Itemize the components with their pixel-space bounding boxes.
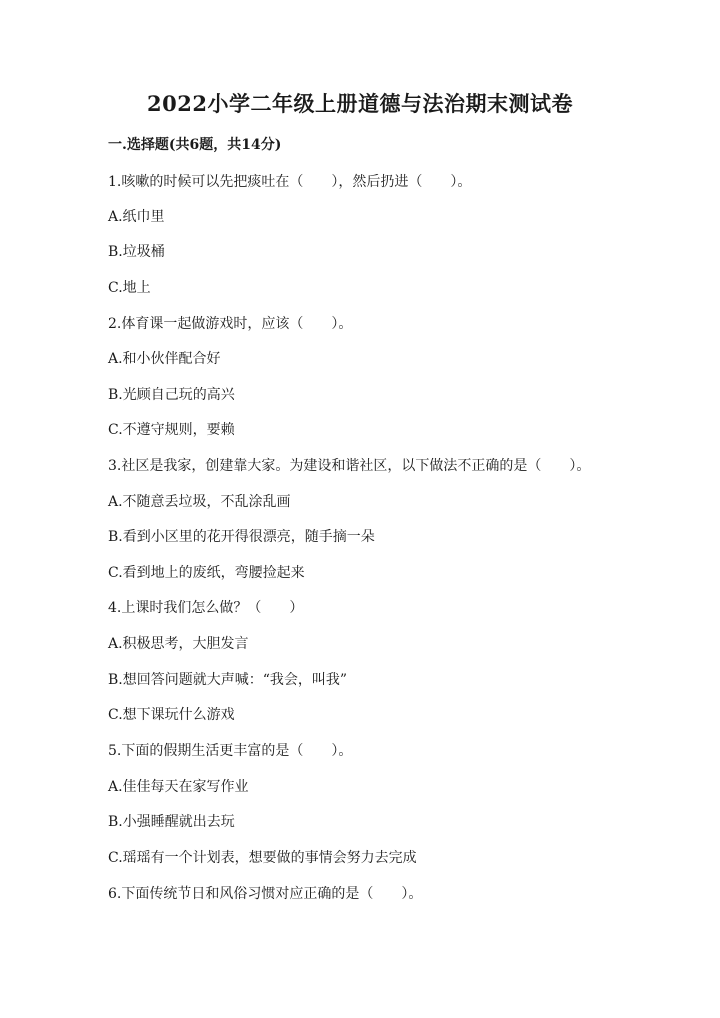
- option-5b: B.小强睡醒就出去玩: [108, 814, 235, 830]
- section-heading: 一.选择题(共6题，共14分): [108, 137, 282, 153]
- option-2b: B.光顾自己玩的高兴: [108, 387, 235, 403]
- option-1b: B.垃圾桶: [108, 244, 165, 260]
- option-3b: B.看到小区里的花开得很漂亮，随手摘一朵: [108, 529, 375, 545]
- option-2a: A.和小伙伴配合好: [108, 351, 221, 367]
- question-2: 2.体育课一起做游戏时，应该（ ）。: [108, 316, 353, 332]
- question-4: 4.上课时我们怎么做？（ ）: [108, 600, 304, 616]
- question-3: 3.社区是我家，创建靠大家。为建设和谐社区，以下做法不正确的是（ ）。: [108, 458, 591, 474]
- document-title: 2022小学二年级上册道德与法治期末测试卷: [147, 91, 573, 116]
- option-5c: C.瑶瑶有一个计划表，想要做的事情会努力去完成: [108, 850, 417, 866]
- option-3c: C.看到地上的废纸，弯腰捡起来: [108, 565, 305, 581]
- option-2c: C.不遵守规则，要赖: [108, 422, 235, 438]
- question-6: 6.下面传统节日和风俗习惯对应正确的是（ ）。: [108, 886, 423, 902]
- option-1a: A.纸巾里: [108, 209, 165, 225]
- option-4c: C.想下课玩什么游戏: [108, 707, 235, 723]
- question-1: 1.咳嗽的时候可以先把痰吐在（ ），然后扔进（ ）。: [108, 174, 472, 190]
- option-4a: A.积极思考，大胆发言: [108, 636, 249, 652]
- question-5: 5.下面的假期生活更丰富的是（ ）。: [108, 743, 353, 759]
- option-1c: C.地上: [108, 280, 151, 296]
- option-5a: A.佳佳每天在家写作业: [108, 779, 249, 795]
- option-3a: A.不随意丢垃圾，不乱涂乱画: [108, 494, 291, 510]
- option-4b: B.想回答问题就大声喊：“我会，叫我”: [108, 672, 348, 688]
